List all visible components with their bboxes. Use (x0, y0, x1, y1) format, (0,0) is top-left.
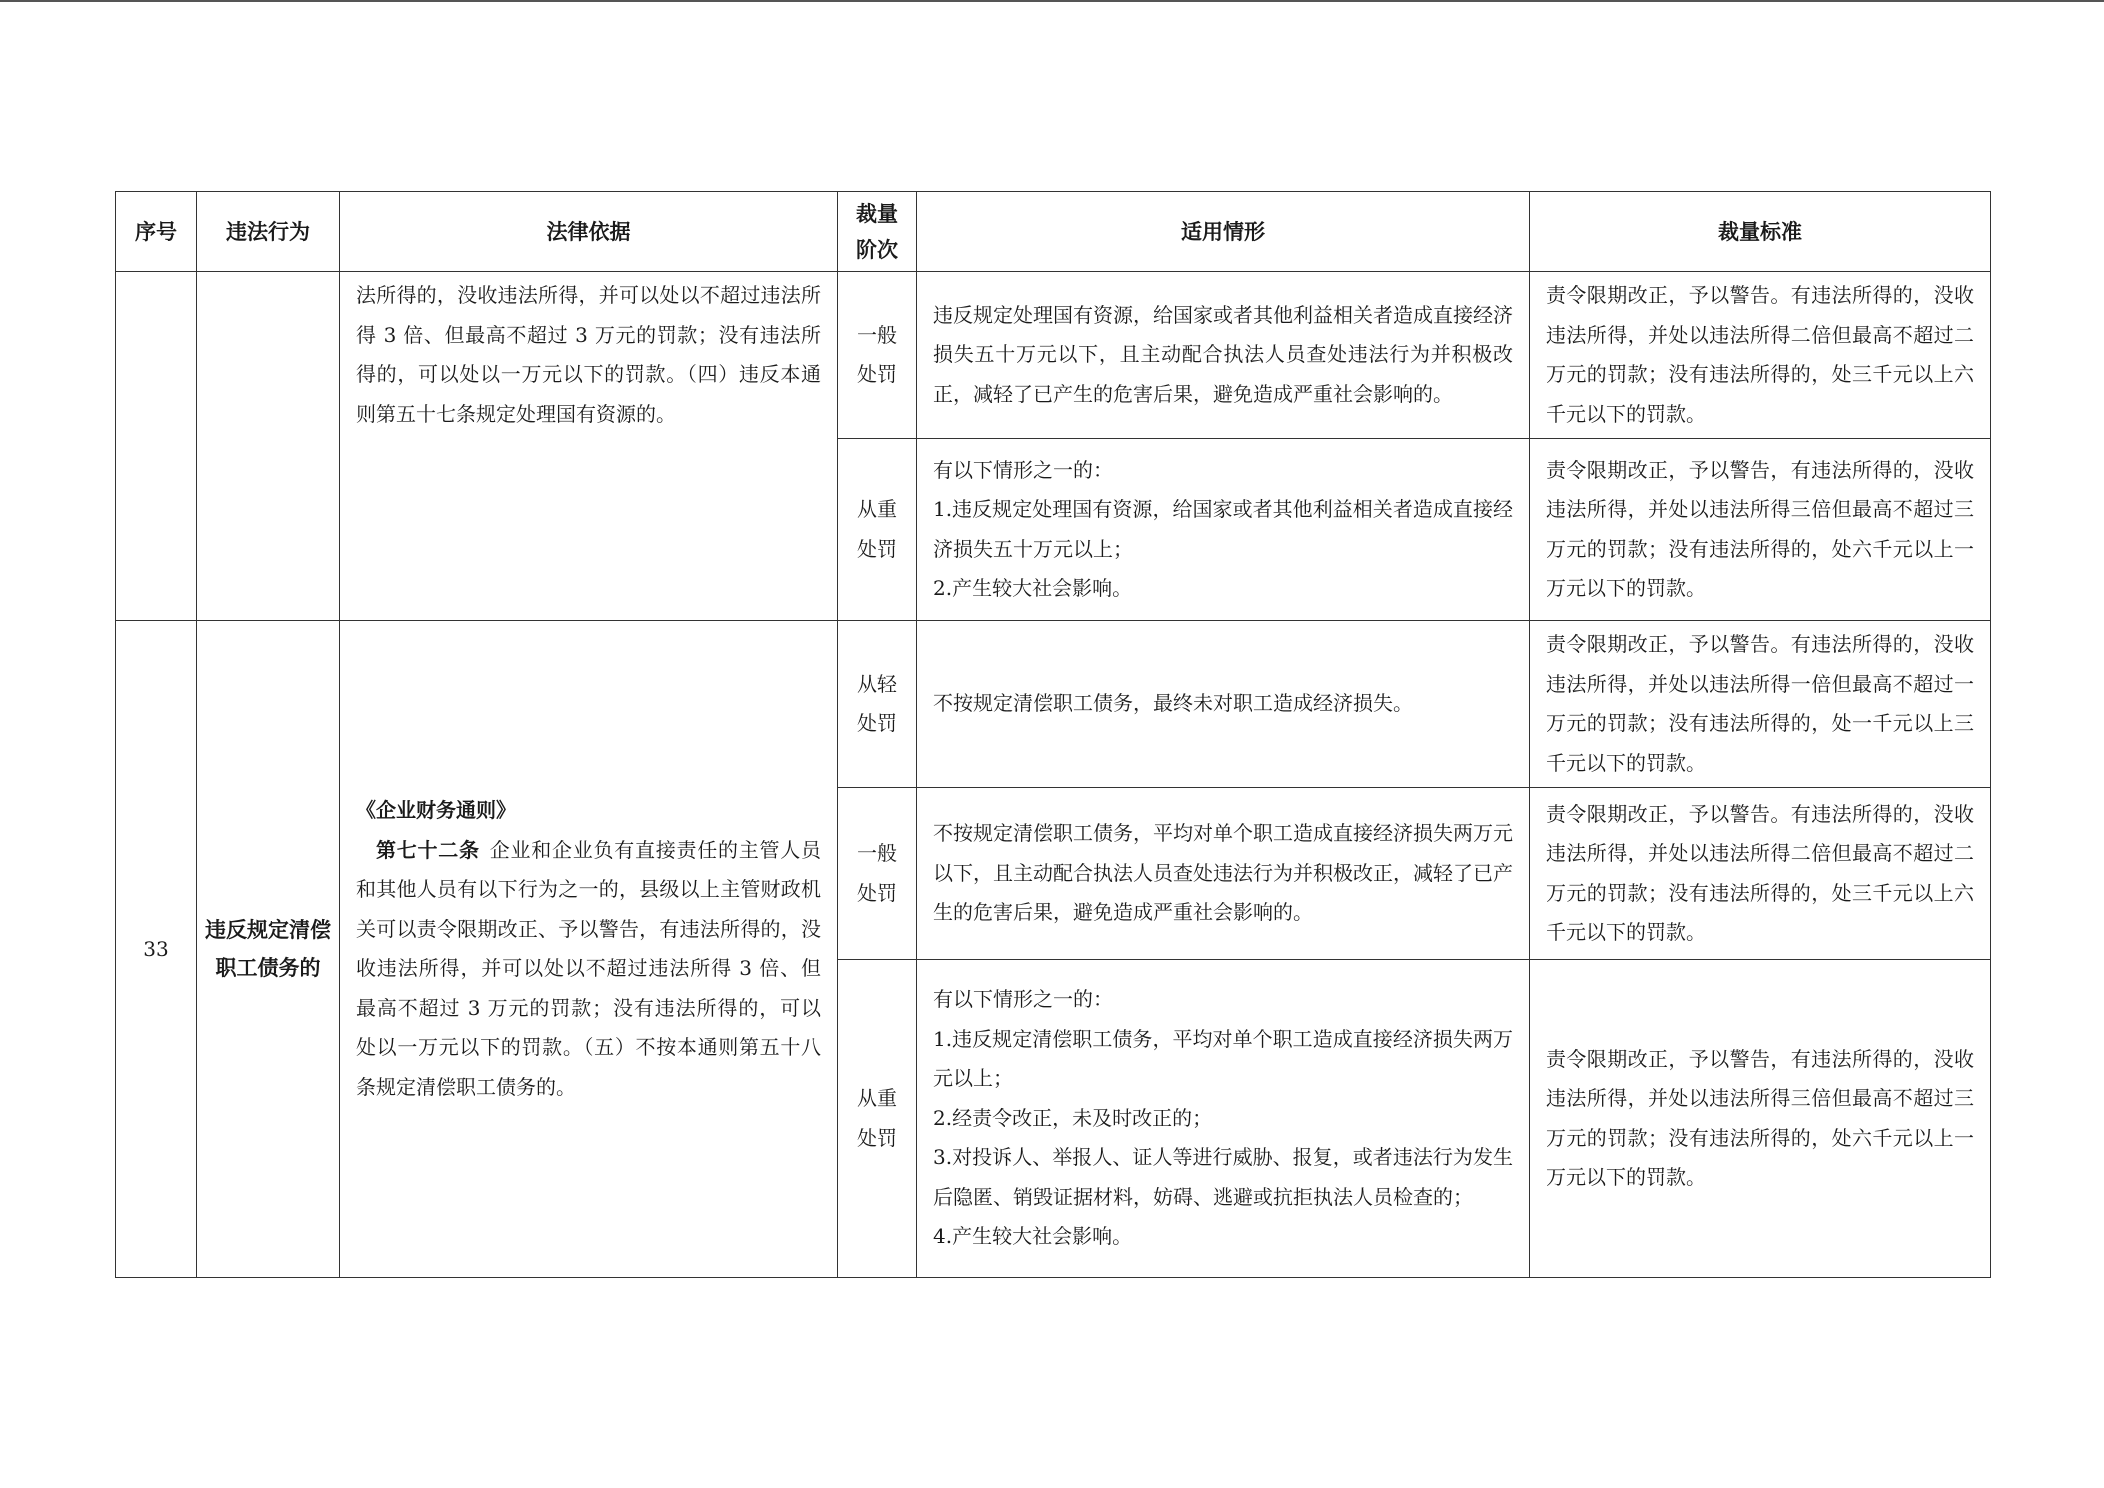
header-grade: 裁量 阶次 (838, 192, 917, 272)
grade-cell (838, 788, 917, 960)
table-row (116, 272, 1991, 439)
standard-text: 责令限期改正，予以警告，有违法所得的，没收违法所得，并处以违法所得三倍但最高不超过三万元的罚款；没有违法所得的，处六千元以上一万元以下的罚款。 (1546, 457, 1974, 600)
situation-cell (917, 960, 1530, 1278)
article-number: 第七十二条 (376, 837, 480, 862)
grade-label: 从轻处罚 (857, 671, 897, 735)
situation-line: 3.对投诉人、举报人、证人等进行威胁、报复，或者违法行为发生后隐匿、销毁证据材料，妨碍、逃避或抗拒执法人员检查的； (933, 1145, 1513, 1209)
table-header-row (116, 192, 1991, 272)
article-text: 企业和企业负有直接责任的主管人员和其他人员有以下行为之一的，县级以上主管财政机关可以责令限期改正、予以警告，有违法所得的，没收违法所得，并可以处以不超过违法所得 3 倍、但最高不超过 3 万元的罚款；没有违法所得的，可以处以一万元以下的罚款。（五）不按本通则第五十八条规定清偿职工债务的。 (356, 837, 821, 1099)
situation-text: 违反规定处理国有资源，给国家或者其他利益相关者造成直接经济损失五十万元以下，且主动配合执法人员查处违法行为并积极改正，减轻了已产生的危害后果，避免造成严重社会影响的。 (933, 302, 1513, 406)
table-row (116, 621, 1991, 788)
situation-cell (917, 621, 1530, 788)
cont-basis-cell (340, 272, 838, 621)
situation-text: 不按规定清偿职工债务，最终未对职工造成经济损失。 (933, 691, 1413, 716)
page-top-border (0, 0, 2104, 2)
situation-cell (917, 439, 1530, 621)
standard-text: 责令限期改正，予以警告。有违法所得的，没收违法所得，并处以违法所得一倍但最高不超过一万元的罚款；没有违法所得的，处一千元以上三千元以下的罚款。 (1546, 632, 1974, 775)
header-seq: 序号 (116, 192, 197, 272)
situation-cell (917, 788, 1530, 960)
regulation-title: 《企业财务通则》 (356, 798, 516, 822)
standard-cell (1530, 272, 1991, 439)
situation-line: 有以下情形之一的： (933, 987, 1113, 1012)
standard-text: 责令限期改正，予以警告。有违法所得的，没收违法所得，并处以违法所得二倍但最高不超过二万元的罚款；没有违法所得的，处三千元以上六千元以下的罚款。 (1546, 283, 1974, 426)
situation-line: 有以下情形之一的： (933, 457, 1113, 482)
grade-cell (838, 272, 917, 439)
situation-line: 1.违反规定处理国有资源，给国家或者其他利益相关者造成直接经济损失五十万元以上； (933, 497, 1513, 561)
situation-cell (917, 272, 1530, 439)
header-standard: 裁量标准 (1530, 192, 1991, 272)
situation-text: 不按规定清偿职工债务，平均对单个职工造成直接经济损失两万元以下，且主动配合执法人员查处违法行为并积极改正，减轻了已产生的危害后果，避免造成严重社会影响的。 (933, 821, 1513, 925)
situation-list (917, 447, 1529, 613)
discretion-standards-table (115, 191, 1991, 1278)
situation-line: 4.产生较大社会影响。 (933, 1224, 1133, 1249)
basis-cell (340, 621, 838, 1278)
seq-number: 33 (116, 621, 197, 1278)
cont-basis-text: 法所得的，没收违法所得，并可以处以不超过违法所得 3 倍、但最高不超过 3 万元的罚款；没有违法所得的，可以处以一万元以下的罚款。（四）违反本通则第五十七条规定处理国有资源的。 (356, 283, 821, 426)
cont-seq-cell (116, 272, 197, 621)
standard-cell (1530, 439, 1991, 621)
standard-text: 责令限期改正，予以警告。有违法所得的，没收违法所得，并处以违法所得二倍但最高不超过二万元的罚款；没有违法所得的，处三千元以上六千元以下的罚款。 (1546, 801, 1974, 944)
standard-cell (1530, 621, 1991, 788)
situation-list (917, 976, 1529, 1261)
grade-label: 从重处罚 (857, 1086, 897, 1150)
grade-label: 一般处罚 (857, 841, 897, 905)
standard-text: 责令限期改正，予以警告，有违法所得的，没收违法所得，并处以违法所得三倍但最高不超过三万元的罚款；没有违法所得的，处六千元以上一万元以下的罚款。 (1546, 1046, 1974, 1189)
grade-cell (838, 960, 917, 1278)
basis-content (340, 787, 837, 1111)
violation-name: 违反规定清偿职工债务的 (197, 621, 340, 1278)
standard-cell (1530, 788, 1991, 960)
header-violation: 违法行为 (197, 192, 340, 272)
cont-violation-cell (197, 272, 340, 621)
grade-label: 一般处罚 (857, 322, 897, 386)
grade-label: 从重处罚 (857, 497, 897, 561)
header-situation: 适用情形 (917, 192, 1530, 272)
situation-line: 2.产生较大社会影响。 (933, 576, 1133, 600)
grade-cell (838, 439, 917, 621)
standard-cell (1530, 960, 1991, 1278)
situation-line: 1.违反规定清偿职工债务，平均对单个职工造成直接经济损失两万元以上； (933, 1026, 1513, 1091)
header-basis: 法律依据 (340, 192, 838, 272)
grade-cell (838, 621, 917, 788)
situation-line: 2.经责令改正，未及时改正的； (933, 1105, 1213, 1130)
